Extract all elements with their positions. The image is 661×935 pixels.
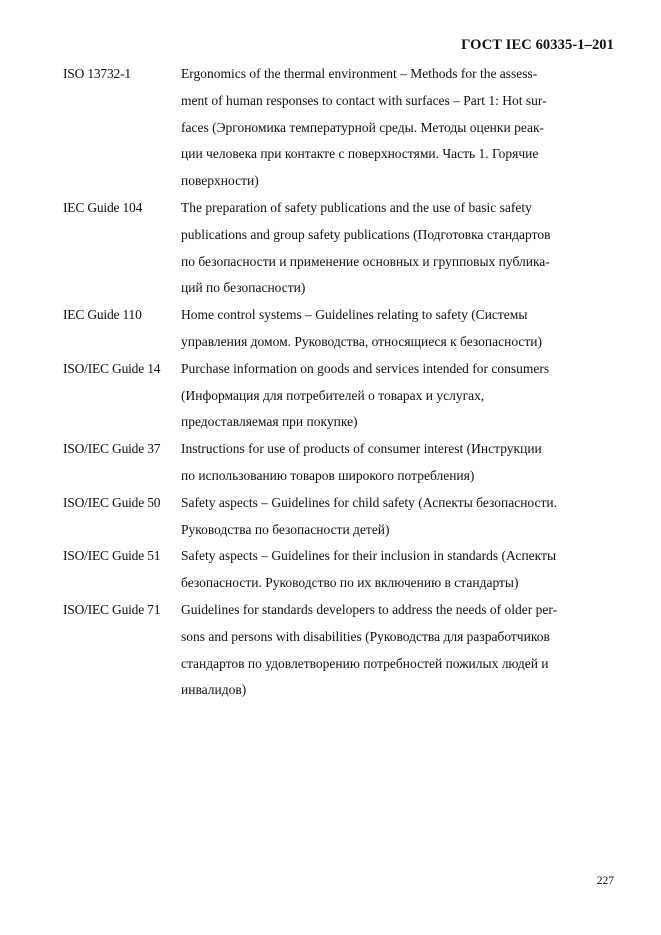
reference-entry xyxy=(63,61,618,195)
reference-entry xyxy=(63,195,618,302)
reference-title-line: ций по безопасности) xyxy=(181,280,306,296)
reference-code: ISO/IEC Guide 37 xyxy=(63,441,161,457)
reference-title-line: The preparation of safety publications and the use of basic safety xyxy=(181,199,532,215)
reference-code: ISO/IEC Guide 14 xyxy=(63,360,161,376)
document-header: ГОСТ IEC 60335-1–201 xyxy=(461,37,614,53)
reference-entry xyxy=(63,543,618,597)
reference-title-line: Home control systems – Guidelines relating to safety (Системы xyxy=(181,307,528,323)
reference-title-line: Instructions for use of products of consumer interest (Инструкции xyxy=(181,441,542,457)
normative-references-list xyxy=(63,61,618,704)
reference-code: ISO/IEC Guide 71 xyxy=(63,601,161,617)
reference-code: ISO/IEC Guide 51 xyxy=(63,548,161,564)
reference-title xyxy=(181,490,618,544)
reference-title-line: (Информация для потребителей о товарах и услугах, xyxy=(181,387,485,403)
reference-title-line: предоставляемая при покупке) xyxy=(181,414,358,430)
reference-entry xyxy=(63,302,618,356)
reference-entry xyxy=(63,490,618,544)
reference-title-line: Safety aspects – Guidelines for child safety (Аспекты безопасности. xyxy=(181,494,558,510)
reference-title-line: Ergonomics of the thermal environment – Methods for the assess- xyxy=(181,66,538,81)
reference-title-line: по безопасности и применение основных и групповых публика- xyxy=(181,253,550,269)
reference-title-line: ment of human responses to contact with surfaces – Part 1: Hot sur- xyxy=(181,92,547,108)
reference-title xyxy=(181,356,618,436)
reference-code: ISO 13732-1 xyxy=(63,66,131,81)
reference-title xyxy=(181,195,618,302)
reference-title-line: по использованию товаров широкого потребления) xyxy=(181,467,475,483)
reference-title-line: ции человека при контакте с поверхностями. Часть 1. Горячие xyxy=(181,146,539,162)
reference-title-line: управления домом. Руководства, относящиеся к безопасности) xyxy=(181,333,543,349)
reference-title-line: publications and group safety publications (Подготовка стандартов xyxy=(181,226,551,242)
reference-title xyxy=(181,436,618,490)
reference-title xyxy=(181,61,618,195)
reference-entry xyxy=(63,356,618,436)
reference-title-line: sons and persons with disabilities (Руководства для разработчиков xyxy=(181,628,550,644)
reference-title-line: faces (Эргономика температурной среды. Методы оценки реак- xyxy=(181,119,545,135)
reference-entry xyxy=(63,436,618,490)
reference-code: ISO/IEC Guide 50 xyxy=(63,494,161,510)
reference-entry xyxy=(63,597,618,704)
reference-title-line: стандартов по удовлетворению потребностей пожилых людей и xyxy=(181,655,549,671)
reference-title-line: поверхности) xyxy=(181,173,259,189)
reference-code: IEC Guide 110 xyxy=(63,307,142,323)
reference-title-line: Руководства по безопасности детей) xyxy=(181,521,390,537)
reference-title-line: Guidelines for standards developers to address the needs of older per- xyxy=(181,601,558,617)
page-number: 227 xyxy=(596,875,614,887)
reference-title xyxy=(181,543,618,597)
reference-title-line: Purchase information on goods and services intended for consumers xyxy=(181,360,550,376)
reference-title-line: инвалидов) xyxy=(181,682,247,698)
reference-title xyxy=(181,302,618,356)
reference-code: IEC Guide 104 xyxy=(63,199,143,215)
reference-title xyxy=(181,597,618,704)
reference-title-line: безопасности. Руководство по их включению в стандарты) xyxy=(181,575,519,591)
reference-title-line: Safety aspects – Guidelines for their inclusion in standards (Аспекты xyxy=(181,548,557,564)
